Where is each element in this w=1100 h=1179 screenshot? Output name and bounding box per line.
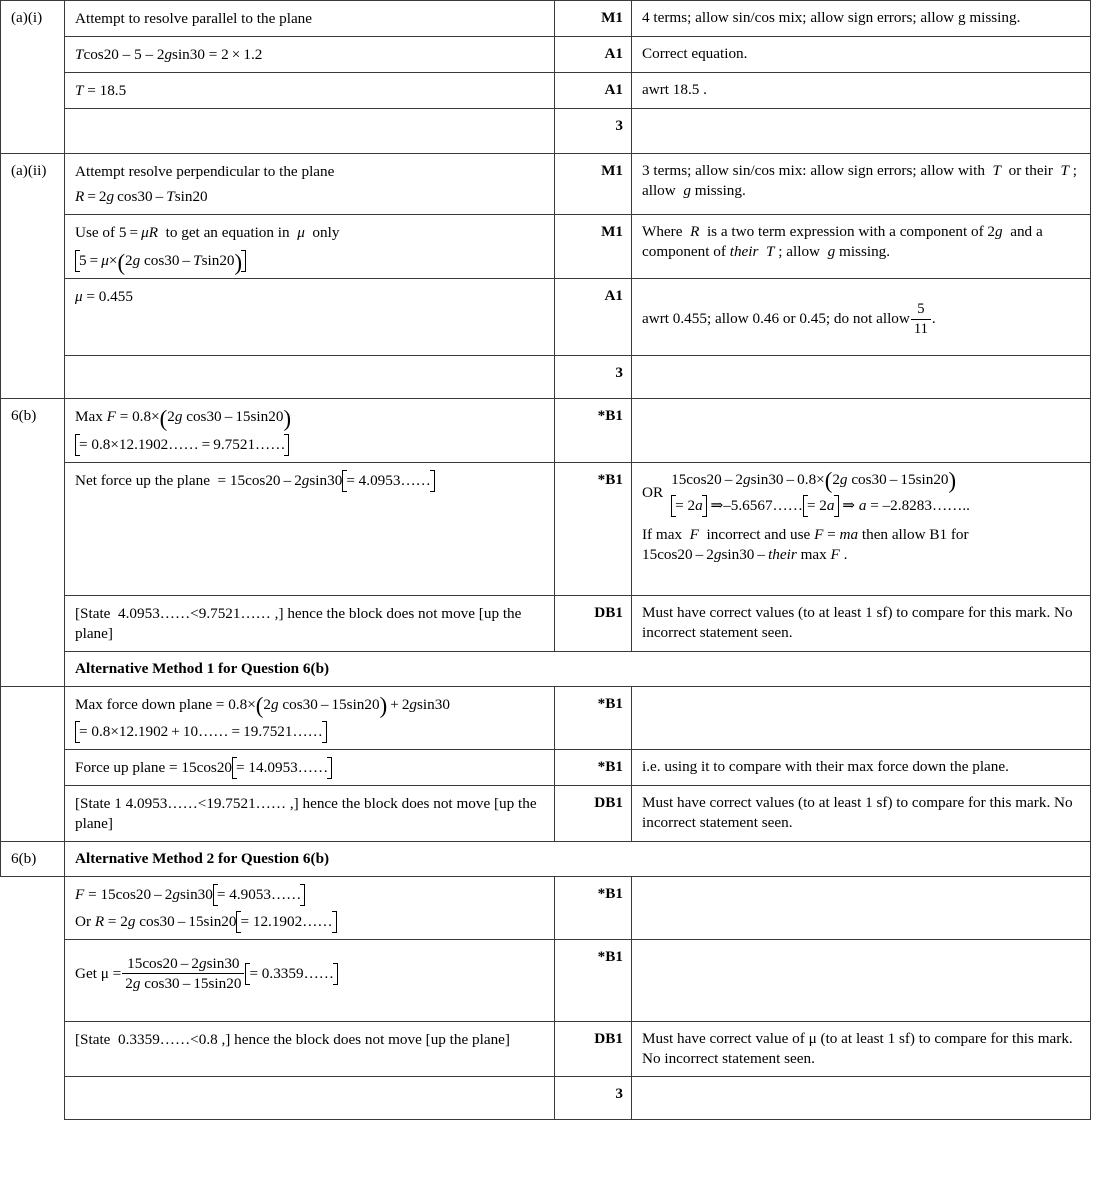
scheme-line: Attempt to resolve parallel to the plane bbox=[75, 10, 313, 27]
or-alternative-block bbox=[642, 469, 1082, 516]
table-row bbox=[1, 279, 1091, 356]
scheme-line: = 0.8×12.1902 + 10…… = 19.7521…… bbox=[75, 722, 546, 742]
table-row bbox=[1, 785, 1091, 841]
fraction-5-11 bbox=[911, 301, 931, 338]
bracket-value: = 0.3359…… bbox=[245, 964, 338, 984]
mark-cell: M1 bbox=[555, 215, 632, 279]
question-label-a-ii: (a)(ii) bbox=[1, 154, 65, 399]
scheme-cell bbox=[65, 877, 555, 940]
scheme-line: F = 15cos20 – 2gsin30 = 4.9053…… bbox=[75, 885, 546, 905]
scheme-cell bbox=[65, 940, 555, 1022]
question-label-blank bbox=[1, 686, 65, 841]
question-label-a-i: (a)(i) bbox=[1, 1, 65, 154]
table-row bbox=[1, 154, 1091, 215]
scheme-cell bbox=[65, 686, 555, 749]
scheme-line: Use of 5 = μR to get an equation in μ only bbox=[75, 224, 340, 242]
scheme-cell-empty bbox=[65, 109, 555, 154]
fraction-numerator: 5 bbox=[911, 301, 931, 320]
get-mu-prefix: Get μ = bbox=[75, 965, 122, 983]
scheme-cell bbox=[65, 73, 555, 109]
scheme-line: Max F = 0.8×(2g cos30 – 15sin20) bbox=[75, 405, 292, 431]
mark-cell: *B1 bbox=[555, 399, 632, 462]
table-row bbox=[1, 1022, 1091, 1077]
scheme-cell bbox=[65, 37, 555, 73]
scheme-line: = 0.8×12.1902…… = 9.7521…… bbox=[75, 435, 546, 455]
scheme-cell-empty bbox=[65, 1077, 555, 1120]
scheme-cell bbox=[65, 749, 555, 785]
mark-total: 3 bbox=[555, 1077, 632, 1120]
alternative-method-1-header: Alternative Method 1 for Question 6(b) bbox=[65, 651, 1091, 686]
mark-cell: *B1 bbox=[555, 462, 632, 595]
mark-total: 3 bbox=[555, 356, 632, 399]
scheme-cell-empty bbox=[65, 356, 555, 399]
scheme-line: T = 18.5 bbox=[75, 82, 127, 100]
table-row bbox=[1, 399, 1091, 462]
scheme-line: [State 4.0953……<9.7521…… ,] hence the block does not move [up the plane] bbox=[75, 604, 522, 642]
notes-cell: 3 terms; allow sin/cos mix: allow sign errors; allow with T or their T ; allow g missing. bbox=[632, 154, 1091, 215]
mark-cell: DB1 bbox=[555, 785, 632, 841]
mark-cell: *B1 bbox=[555, 686, 632, 749]
notes-cell: Must have correct values (to at least 1 sf) to compare for this mark. No incorrect statement seen. bbox=[632, 785, 1091, 841]
table-row bbox=[1, 37, 1091, 73]
table-row bbox=[1, 462, 1091, 595]
or-tail-text: If max F incorrect and use F = ma then allow B1 for 15cos20 – 2gsin30 – their max F . bbox=[642, 525, 969, 563]
table-row bbox=[1, 73, 1091, 109]
table-row bbox=[1, 595, 1091, 651]
scheme-cell bbox=[65, 399, 555, 462]
scheme-cell bbox=[65, 154, 555, 215]
notes-suffix: . bbox=[931, 310, 936, 328]
table-row bbox=[1, 1, 1091, 37]
notes-cell bbox=[632, 462, 1091, 595]
scheme-line: [State 1 4.0953……<19.7521…… ,] hence the block does not move [up the plane] bbox=[75, 794, 537, 832]
notes-cell: Where R is a two term expression with a component of 2g and a component of their T ; allow g missing. bbox=[632, 215, 1091, 279]
notes-cell-empty bbox=[632, 109, 1091, 154]
mark-cell: A1 bbox=[555, 279, 632, 356]
table-row-alt-header bbox=[1, 842, 1091, 877]
mark-cell: *B1 bbox=[555, 940, 632, 1022]
table-row-alt-header bbox=[1, 651, 1091, 686]
or-body bbox=[671, 469, 970, 516]
notes-cell-empty bbox=[632, 1077, 1091, 1120]
notes-cell-empty bbox=[632, 686, 1091, 749]
scheme-cell bbox=[65, 785, 555, 841]
mark-cell: A1 bbox=[555, 73, 632, 109]
mark-cell: DB1 bbox=[555, 595, 632, 651]
scheme-line: μ = 0.455 bbox=[75, 288, 133, 306]
scheme-cell bbox=[65, 215, 555, 279]
scheme-line: Max force down plane = 0.8×(2g cos30 – 15sin20) + 2gsin30 bbox=[75, 693, 450, 719]
table-row bbox=[1, 749, 1091, 785]
table-row bbox=[1, 940, 1091, 1022]
mark-cell: M1 bbox=[555, 154, 632, 215]
scheme-cell bbox=[65, 279, 555, 356]
fraction-denominator: 2g cos30 – 15sin20 bbox=[125, 975, 242, 993]
fraction-numerator: 15cos20 – 2gsin30 bbox=[122, 955, 244, 975]
or-label: OR bbox=[642, 483, 664, 501]
alternative-method-2-header: Alternative Method 2 for Question 6(b) bbox=[65, 842, 1091, 877]
scheme-line: Tcos20 – 5 – 2gsin30 = 2 × 1.2 bbox=[75, 46, 263, 64]
notes-cell: 4 terms; allow sin/cos mix; allow sign errors; allow g missing. bbox=[632, 1, 1091, 37]
or-line-2: = 2a ⇒–5.6567…… = 2a ⇒ a = –2.8283…….. bbox=[671, 496, 970, 516]
table-row-total bbox=[1, 1077, 1091, 1120]
notes-cell: Must have correct value of μ (to at least 1 sf) to compare for this mark. No incorrect statement seen. bbox=[632, 1022, 1091, 1077]
notes-cell-empty bbox=[632, 399, 1091, 462]
mark-cell: A1 bbox=[555, 37, 632, 73]
mark-cell: *B1 bbox=[555, 749, 632, 785]
scheme-line: Or R = 2g cos30 – 15sin20 = 12.1902…… bbox=[75, 912, 546, 932]
fraction-mu-expression bbox=[122, 955, 244, 994]
notes-cell-empty bbox=[632, 356, 1091, 399]
mark-cell: M1 bbox=[555, 1, 632, 37]
notes-cell-empty bbox=[632, 940, 1091, 1022]
notes-cell: i.e. using it to compare with their max force down the plane. bbox=[632, 749, 1091, 785]
scheme-cell bbox=[65, 1022, 555, 1077]
notes-cell: Must have correct values (to at least 1 sf) to compare for this mark. No incorrect statement seen. bbox=[632, 595, 1091, 651]
mark-cell: DB1 bbox=[555, 1022, 632, 1077]
question-label-6b-alt2: 6(b) bbox=[1, 842, 65, 877]
table-row bbox=[1, 877, 1091, 940]
fraction-denominator: 11 bbox=[913, 320, 928, 337]
table-row bbox=[1, 686, 1091, 749]
question-label-6b: 6(b) bbox=[1, 399, 65, 686]
scheme-line: R = 2g cos30 – Tsin20 bbox=[75, 188, 208, 206]
table-row bbox=[1, 215, 1091, 279]
notes-cell: Correct equation. bbox=[632, 37, 1091, 73]
scheme-cell bbox=[65, 462, 555, 595]
mark-cell: *B1 bbox=[555, 877, 632, 940]
notes-cell bbox=[632, 279, 1091, 356]
notes-text: awrt 0.455; allow 0.46 or 0.45; do not allow bbox=[642, 310, 910, 328]
scheme-line: Net force up the plane = 15cos20 – 2gsin30 = 4.0953…… bbox=[75, 471, 546, 491]
notes-cell: awrt 18.5 . bbox=[632, 73, 1091, 109]
scheme-line bbox=[75, 955, 546, 994]
scheme-line: Attempt resolve perpendicular to the plane bbox=[75, 163, 335, 181]
mark-total: 3 bbox=[555, 109, 632, 154]
scheme-line: [State 0.3359……<0.8 ,] hence the block does not move [up the plane] bbox=[75, 1031, 510, 1049]
scheme-line: Force up plane = 15cos20 = 14.0953…… bbox=[75, 758, 546, 778]
table-row-total bbox=[1, 109, 1091, 154]
scheme-cell bbox=[65, 1, 555, 37]
scheme-cell bbox=[65, 595, 555, 651]
question-label-blank-2 bbox=[1, 877, 65, 1120]
table-row-total bbox=[1, 356, 1091, 399]
or-line-1: 15cos20 – 2gsin30 – 0.8×(2g cos30 – 15sin20) bbox=[671, 468, 957, 494]
scheme-line: 5 = μ×(2g cos30 – Tsin20) bbox=[75, 251, 546, 271]
notes-cell-empty bbox=[632, 877, 1091, 940]
